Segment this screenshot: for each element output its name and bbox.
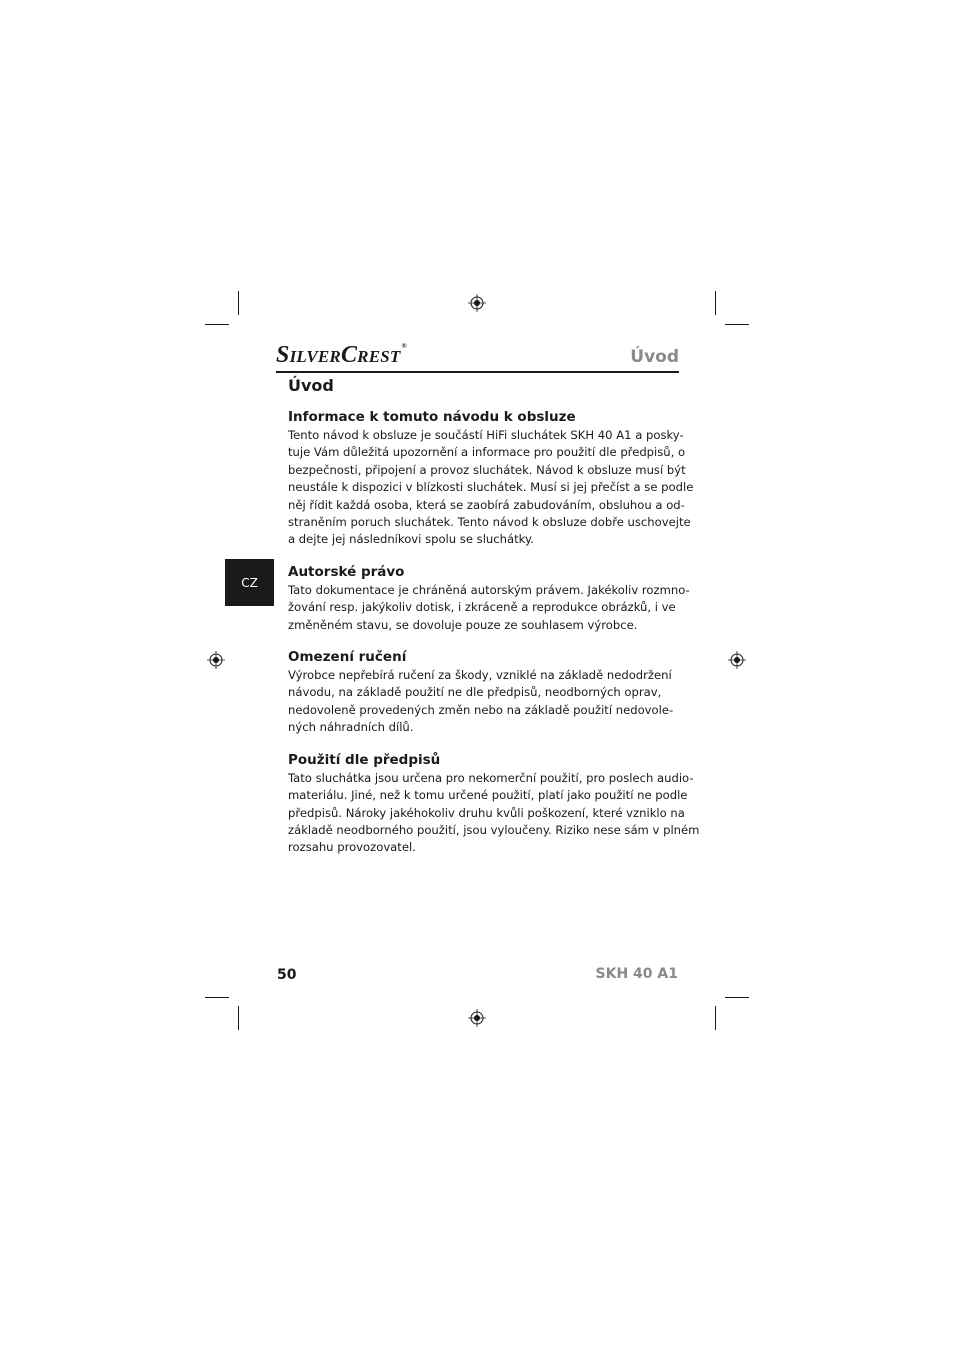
registration-mark-icon bbox=[468, 1009, 486, 1027]
page-number: 50 bbox=[277, 967, 297, 983]
section-paragraph bbox=[288, 427, 694, 549]
section bbox=[288, 563, 690, 634]
text-line: bezpečnosti, připojení a provoz sluchátek. Návod k obsluze musí být bbox=[288, 462, 686, 477]
text-line: něj řídit každá osoba, která se zaobírá zabudováním, obsluhou a od- bbox=[288, 497, 685, 512]
crop-mark bbox=[238, 291, 239, 315]
text-line: změněném stavu, se dovoluje pouze ze souhlasem výrobce. bbox=[288, 617, 638, 632]
text-line: návodu, na základě použití ne dle předpisů, neodborných oprav, bbox=[288, 685, 662, 700]
header-divider bbox=[276, 371, 679, 373]
section-heading: Informace k tomuto návodu k obsluze bbox=[288, 409, 576, 425]
header-title: Úvod bbox=[630, 347, 679, 367]
text-line: a dejte jej následníkovi spolu se sluchátky. bbox=[288, 532, 534, 547]
registration-mark-icon bbox=[728, 651, 746, 669]
text-line: Tento návod k obsluze je součástí HiFi sluchátek SKH 40 A1 a posky- bbox=[288, 428, 684, 442]
crop-mark bbox=[238, 1006, 239, 1030]
logo-letter: S bbox=[276, 342, 290, 368]
main-content bbox=[288, 376, 700, 872]
text-line: Tato sluchátka jsou určena pro nekomerční použití, pro poslech audio- bbox=[288, 770, 694, 785]
silvercrest-logo bbox=[276, 342, 407, 368]
section-paragraph bbox=[288, 582, 690, 634]
section bbox=[288, 751, 700, 857]
registration-mark-icon bbox=[468, 294, 486, 312]
crop-mark bbox=[725, 997, 749, 998]
section-heading: Autorské právo bbox=[288, 563, 405, 580]
sections-container bbox=[288, 409, 700, 857]
section-heading: Omezení ručení bbox=[288, 649, 407, 666]
text-line: materiálu. Jiné, než k tomu určené použití, platí jako použití ne podle bbox=[288, 788, 688, 803]
text-line: tuje Vám důležitá upozornění a informace pro použití dle předpisů, o bbox=[288, 445, 686, 460]
text-line: Tato dokumentace je chráněná autorským právem. Jakékoliv rozmno- bbox=[288, 582, 690, 597]
logo-letters: ILVER bbox=[289, 347, 341, 366]
page-title: Úvod bbox=[288, 376, 334, 395]
crop-mark bbox=[725, 324, 749, 325]
section-heading: Použití dle předpisů bbox=[288, 751, 441, 768]
logo-letters: REST bbox=[357, 347, 401, 366]
section-paragraph bbox=[288, 770, 700, 857]
text-line: nedovoleně provedených změn nebo na základě použití nedovole- bbox=[288, 702, 674, 717]
text-line: straněním poruch sluchátek. Tento návod k obsluze dobře uschovejte bbox=[288, 515, 691, 530]
section bbox=[288, 649, 674, 737]
registered-mark: ® bbox=[401, 342, 407, 350]
text-line: rozsahu provozovatel. bbox=[288, 840, 416, 855]
text-line: základě neodborného použití, jsou vyloučeny. Riziko nese sám v plném bbox=[288, 822, 700, 837]
text-line: neustále k dispozici v blízkosti sluchátek. Musí si jej přečíst a se podle bbox=[288, 480, 694, 495]
model-number: SKH 40 A1 bbox=[595, 966, 678, 982]
section-paragraph bbox=[288, 667, 674, 737]
language-tab: CZ bbox=[225, 559, 274, 606]
text-line: žování resp. jakýkoliv dotisk, i zkráceně a reprodukce obrázků, i ve bbox=[288, 600, 676, 615]
text-line: Výrobce nepřebírá ručení za škody, vzniklé na základě nedodržení bbox=[288, 668, 672, 683]
crop-mark bbox=[205, 324, 229, 325]
registration-mark-icon bbox=[207, 651, 225, 669]
crop-mark bbox=[205, 997, 229, 998]
section bbox=[288, 409, 694, 549]
logo-letter: C bbox=[340, 342, 358, 368]
text-line: ných náhradních dílů. bbox=[288, 720, 414, 735]
text-line: předpisů. Nároky jakéhokoliv druhu kvůli poškození, které vzniklo na bbox=[288, 805, 685, 820]
crop-mark bbox=[715, 291, 716, 315]
crop-mark bbox=[715, 1006, 716, 1030]
